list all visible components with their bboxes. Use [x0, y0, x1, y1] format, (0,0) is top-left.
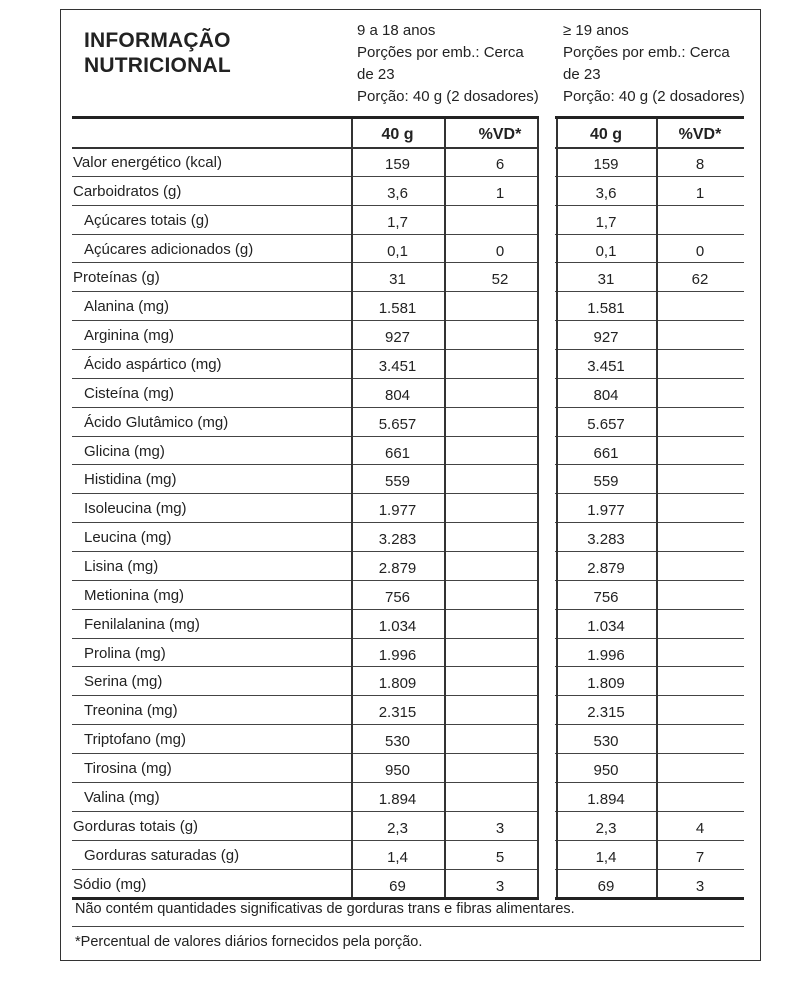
row-divider — [72, 869, 744, 870]
row-label: Açúcares totais (g) — [84, 211, 210, 229]
row-value: 3.283 — [587, 531, 625, 549]
row-value: 31 — [389, 271, 406, 289]
row-label: Tirosina (mg) — [84, 760, 172, 778]
group-gap — [539, 116, 556, 900]
row-value — [656, 410, 744, 439]
row-value: 2.879 — [378, 560, 417, 578]
row-value: 3 — [495, 819, 505, 837]
row-value: 1.809 — [587, 675, 625, 693]
row-value: 1.996 — [587, 646, 625, 664]
row-value — [656, 208, 744, 237]
row-value: 756 — [593, 588, 619, 606]
row-value — [656, 554, 744, 583]
group-serving: Porção: 40 g (2 dosadores) — [563, 88, 745, 105]
row-value: 5 — [495, 848, 505, 866]
row-value: 1.581 — [587, 300, 625, 318]
row-divider — [72, 638, 744, 639]
row-divider — [72, 522, 744, 523]
group-portions-line-2: de 23 — [357, 66, 395, 83]
row-value — [656, 698, 744, 727]
row-value: 2,3 — [595, 819, 617, 837]
column-header: 40 g — [589, 126, 622, 143]
row-label: Alanina (mg) — [84, 298, 170, 316]
row-value: 2.315 — [378, 704, 417, 722]
column-header: %VD* — [478, 126, 522, 143]
row-value: 2,3 — [387, 819, 408, 837]
row-value: 3.451 — [587, 358, 625, 376]
row-value — [656, 669, 744, 698]
row-value: 2.879 — [587, 560, 625, 578]
row-value — [656, 439, 744, 468]
row-value: 804 — [384, 386, 411, 404]
row-value: 3.283 — [378, 531, 417, 549]
row-label: Cisteína (mg) — [84, 384, 175, 402]
row-label: Prolina (mg) — [84, 644, 166, 662]
row-label: Arginina (mg) — [84, 327, 175, 345]
row-value: 159 — [593, 156, 619, 173]
row-label: Gorduras saturadas (g) — [84, 846, 240, 864]
nutrition-title — [84, 28, 231, 78]
row-value: 1.894 — [378, 790, 417, 808]
column-header: %VD* — [678, 126, 722, 143]
row-value: 559 — [593, 473, 619, 491]
column-divider — [556, 119, 558, 897]
row-value: 0 — [495, 242, 505, 260]
column-divider — [444, 119, 446, 897]
row-label: Gorduras totais (g) — [73, 817, 199, 835]
row-value: 1.996 — [378, 646, 417, 664]
row-divider — [72, 262, 744, 263]
row-value: 3.451 — [378, 358, 417, 376]
row-label: Açúcares adicionados (g) — [84, 240, 254, 258]
row-value: 1.034 — [587, 617, 625, 635]
row-value: 5.657 — [378, 415, 417, 433]
row-label: Valina (mg) — [84, 788, 160, 806]
row-label: Glicina (mg) — [84, 442, 165, 460]
row-value: 950 — [593, 762, 619, 780]
row-value: 1 — [495, 184, 505, 202]
row-label: Serina (mg) — [84, 673, 163, 691]
footnote-divider — [72, 926, 744, 927]
row-label: Histidina (mg) — [84, 471, 177, 489]
row-value — [656, 525, 744, 554]
row-divider — [72, 551, 744, 552]
row-value: 530 — [593, 733, 619, 751]
title-line-2: NUTRICIONAL — [84, 54, 231, 77]
row-value: 1.894 — [587, 790, 625, 808]
row-value — [656, 467, 744, 496]
row-value — [656, 323, 744, 352]
column-divider — [656, 119, 658, 897]
column-header: 40 g — [381, 126, 414, 143]
row-value — [656, 785, 744, 814]
row-label: Treonina (mg) — [84, 702, 178, 720]
row-value — [656, 583, 744, 612]
group-19-plus — [563, 20, 755, 108]
group-9-18 — [357, 20, 547, 108]
row-divider — [72, 436, 744, 437]
row-divider — [72, 753, 744, 754]
column-divider — [351, 119, 353, 897]
row-value: 62 — [691, 271, 709, 289]
title-line-1: INFORMAÇÃO — [84, 29, 231, 52]
row-value: 1.977 — [587, 502, 625, 520]
row-value: 804 — [593, 386, 619, 404]
row-value: 3,6 — [387, 184, 408, 202]
group-portions-line-2: de 23 — [563, 66, 601, 83]
row-value: 661 — [384, 444, 411, 462]
row-value: 1 — [695, 184, 705, 202]
row-divider — [72, 291, 744, 292]
row-label: Carboidratos (g) — [73, 182, 182, 200]
row-value — [656, 756, 744, 785]
row-value: 52 — [491, 271, 509, 289]
row-value: 1.581 — [378, 300, 417, 318]
row-value: 927 — [593, 329, 619, 347]
row-value: 6 — [495, 156, 505, 173]
row-label: Proteínas (g) — [73, 269, 160, 287]
row-label: Valor energético (kcal) — [73, 154, 222, 171]
row-value: 4 — [695, 819, 705, 837]
row-value: 0 — [695, 242, 705, 260]
table-bottom-rule — [72, 897, 744, 900]
row-value: 8 — [695, 156, 705, 173]
footnote-daily-values: *Percentual de valores diários fornecidos pela porção. — [75, 934, 423, 950]
row-value — [656, 496, 744, 525]
row-value — [656, 294, 744, 323]
row-value: 1.977 — [378, 502, 417, 520]
row-label: Triptofano (mg) — [84, 731, 186, 749]
row-value: 950 — [384, 762, 411, 780]
group-age: ≥ 19 anos — [563, 22, 629, 39]
row-value: 3 — [495, 877, 505, 895]
group-portions-line-1: Porções por emb.: Cerca — [357, 44, 524, 61]
row-value: 2.315 — [587, 704, 625, 722]
row-value: 3,6 — [595, 184, 617, 202]
row-label: Metionina (mg) — [84, 586, 185, 604]
row-label: Ácido Glutâmico (mg) — [84, 413, 229, 431]
header-top-rule — [72, 116, 744, 119]
row-value: 69 — [597, 877, 615, 895]
row-label: Sódio (mg) — [73, 875, 147, 893]
group-serving: Porção: 40 g (2 dosadores) — [357, 88, 539, 105]
row-value: 0,1 — [595, 242, 617, 260]
row-value: 1,7 — [387, 213, 408, 231]
row-label: Isoleucina (mg) — [84, 500, 187, 518]
row-value: 69 — [389, 877, 406, 895]
row-value — [656, 641, 744, 670]
row-value: 530 — [384, 733, 411, 751]
row-value: 559 — [384, 473, 411, 491]
group-age: 9 a 18 anos — [357, 22, 436, 39]
footnote-no-trans-fat: Não contém quantidades significativas de gorduras trans e fibras alimentares. — [75, 901, 575, 917]
row-value: 661 — [593, 444, 619, 462]
row-value: 1,4 — [387, 848, 408, 866]
row-value: 1,4 — [595, 848, 617, 866]
group-portions-line-1: Porções por emb.: Cerca — [563, 44, 730, 61]
row-value — [656, 381, 744, 410]
row-value: 159 — [384, 156, 411, 173]
row-label: Leucina (mg) — [84, 529, 172, 547]
row-value — [656, 727, 744, 756]
row-value: 1,7 — [595, 213, 617, 231]
row-value: 31 — [597, 271, 615, 289]
row-value: 756 — [384, 588, 411, 606]
row-value: 1.809 — [378, 675, 417, 693]
row-label: Ácido aspártico (mg) — [84, 356, 222, 374]
row-divider — [72, 666, 744, 667]
row-value: 0,1 — [387, 242, 408, 260]
row-value: 7 — [695, 848, 705, 866]
row-value: 927 — [384, 329, 411, 347]
row-value — [656, 612, 744, 641]
row-value: 1.034 — [378, 617, 417, 635]
row-value: 3 — [695, 877, 705, 895]
row-value: 5.657 — [587, 415, 625, 433]
row-value — [656, 352, 744, 381]
row-label: Lisina (mg) — [84, 558, 159, 576]
row-label: Fenilalanina (mg) — [84, 615, 200, 633]
row-divider — [72, 782, 744, 783]
